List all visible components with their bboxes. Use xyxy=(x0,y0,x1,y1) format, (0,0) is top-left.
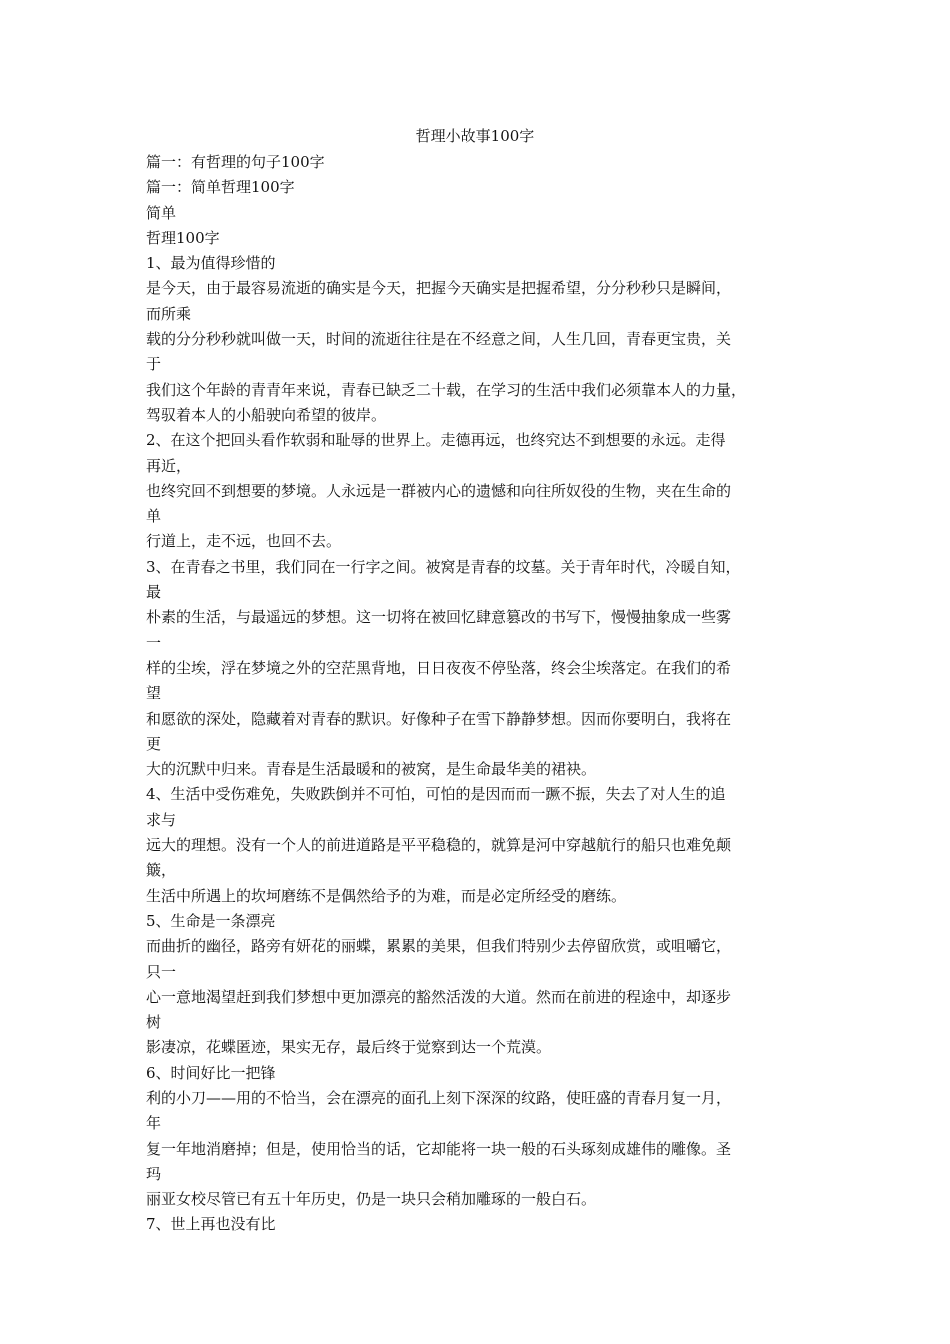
body-line: 只一 xyxy=(146,962,177,981)
body-line: 影凄凉，花蝶匿迹，果实无存，最后终于觉察到达一个荒漠。 xyxy=(146,1038,552,1057)
body-line: 简单 xyxy=(146,203,177,222)
body-line: 1、最为值得珍惜的 xyxy=(146,254,276,273)
body-line: 载的分分秒秒就叫做一天，时间的流逝往往是在不经意之间，人生几回，青春更宝贵，关 xyxy=(146,330,732,349)
body-line: 求与 xyxy=(146,810,177,829)
body-line: 6、时间好比一把锋 xyxy=(146,1063,276,1082)
body-line: 和愿欲的深处，隐藏着对青春的默识。好像种子在雪下静静梦想。因而你要明白，我将在 xyxy=(146,709,732,728)
body-line: 望 xyxy=(146,684,162,703)
document-title: 哲理小故事100字 xyxy=(415,127,535,145)
body-line: 4、生活中受伤难免，失败跌倒并不可怕，可怕的是因而而一蹶不振，失去了对人生的追 xyxy=(146,785,726,804)
body-line: 簸， xyxy=(146,861,177,880)
body-line: 大的沉默中归来。青春是生活最暖和的被窝，是生命最华美的裙袂。 xyxy=(146,760,597,779)
document-body xyxy=(146,150,811,1238)
body-line: 篇一：简单哲理100字 xyxy=(146,178,295,197)
body-line: 样的尘埃，浮在梦境之外的空茫黑背地，日日夜夜不停坠落，终会尘埃落定。在我们的希 xyxy=(146,658,732,677)
body-line: 2、在这个把回头看作软弱和耻辱的世界上。走德再远，也终究达不到想要的永远。走得 xyxy=(146,431,726,450)
body-line: 是今天，由于最容易流逝的确实是今天，把握今天确实是把握希望，分分秒秒只是瞬间， xyxy=(146,279,732,298)
body-line: 一 xyxy=(146,633,162,652)
body-line: 而曲折的幽径，路旁有妍花的丽蝶，累累的美果，但我们特别少去停留欣赏，或咀嚼它， xyxy=(146,937,732,956)
body-line: 于 xyxy=(146,355,162,374)
body-line: 5、生命是一条漂亮 xyxy=(146,911,276,930)
body-line: 更 xyxy=(146,734,162,753)
body-line: 生活中所遇上的坎坷磨练不是偶然给予的为难，而是必定所经受的磨练。 xyxy=(146,886,627,905)
body-line: 行道上，走不远，也回不去。 xyxy=(146,532,342,551)
body-line: 丽亚女校尽管已有五十年历史，仍是一块只会稍加雕琢的一般白石。 xyxy=(146,1190,597,1209)
body-line: 心一意地渴望赶到我们梦想中更加漂亮的豁然活泼的大道。然而在前进的程途中，却逐步 xyxy=(146,987,732,1006)
body-line: 单 xyxy=(146,507,162,526)
body-line: 而所乘 xyxy=(146,304,192,323)
body-line: 再近， xyxy=(146,456,192,475)
body-line: 驾驭着本人的小船驶向希望的彼岸。 xyxy=(146,405,387,424)
body-line: 哲理100字 xyxy=(146,228,220,247)
body-line: 利的小刀——用的不恰当，会在漂亮的面孔上刻下深深的纹路，使旺盛的青春月复一月， xyxy=(146,1088,732,1107)
body-line: 篇一：有哲理的句子100字 xyxy=(146,153,325,171)
body-line: 3、在青春之书里，我们同在一行字之间。被窝是青春的坟墓。关于青年时代，冷暖自知， xyxy=(146,557,741,576)
body-line: 最 xyxy=(146,583,162,602)
body-line: 复一年地消磨掉；但是，使用恰当的话，它却能将一块一般的石头琢刻成雄伟的雕像。圣 xyxy=(146,1139,732,1158)
body-line: 也终究回不到想要的梦境。人永远是一群被内心的遗憾和向往所奴役的生物，夹在生命的 xyxy=(146,481,732,500)
body-line: 朴素的生活，与最遥远的梦想。这一切将在被回忆肆意篡改的书写下，慢慢抽象成一些雾 xyxy=(146,608,732,627)
body-line: 远大的理想。没有一个人的前进道路是平平稳稳的，就算是河中穿越航行的船只也难免颠 xyxy=(146,836,732,855)
body-line: 玛 xyxy=(146,1164,162,1183)
body-line: 年 xyxy=(146,1114,162,1133)
body-line: 7、世上再也没有比 xyxy=(146,1215,276,1234)
body-line: 树 xyxy=(146,1013,162,1032)
body-line: 我们这个年龄的青青年来说，青春已缺乏二十载，在学习的生活中我们必须靠本人的力量， xyxy=(146,380,747,399)
